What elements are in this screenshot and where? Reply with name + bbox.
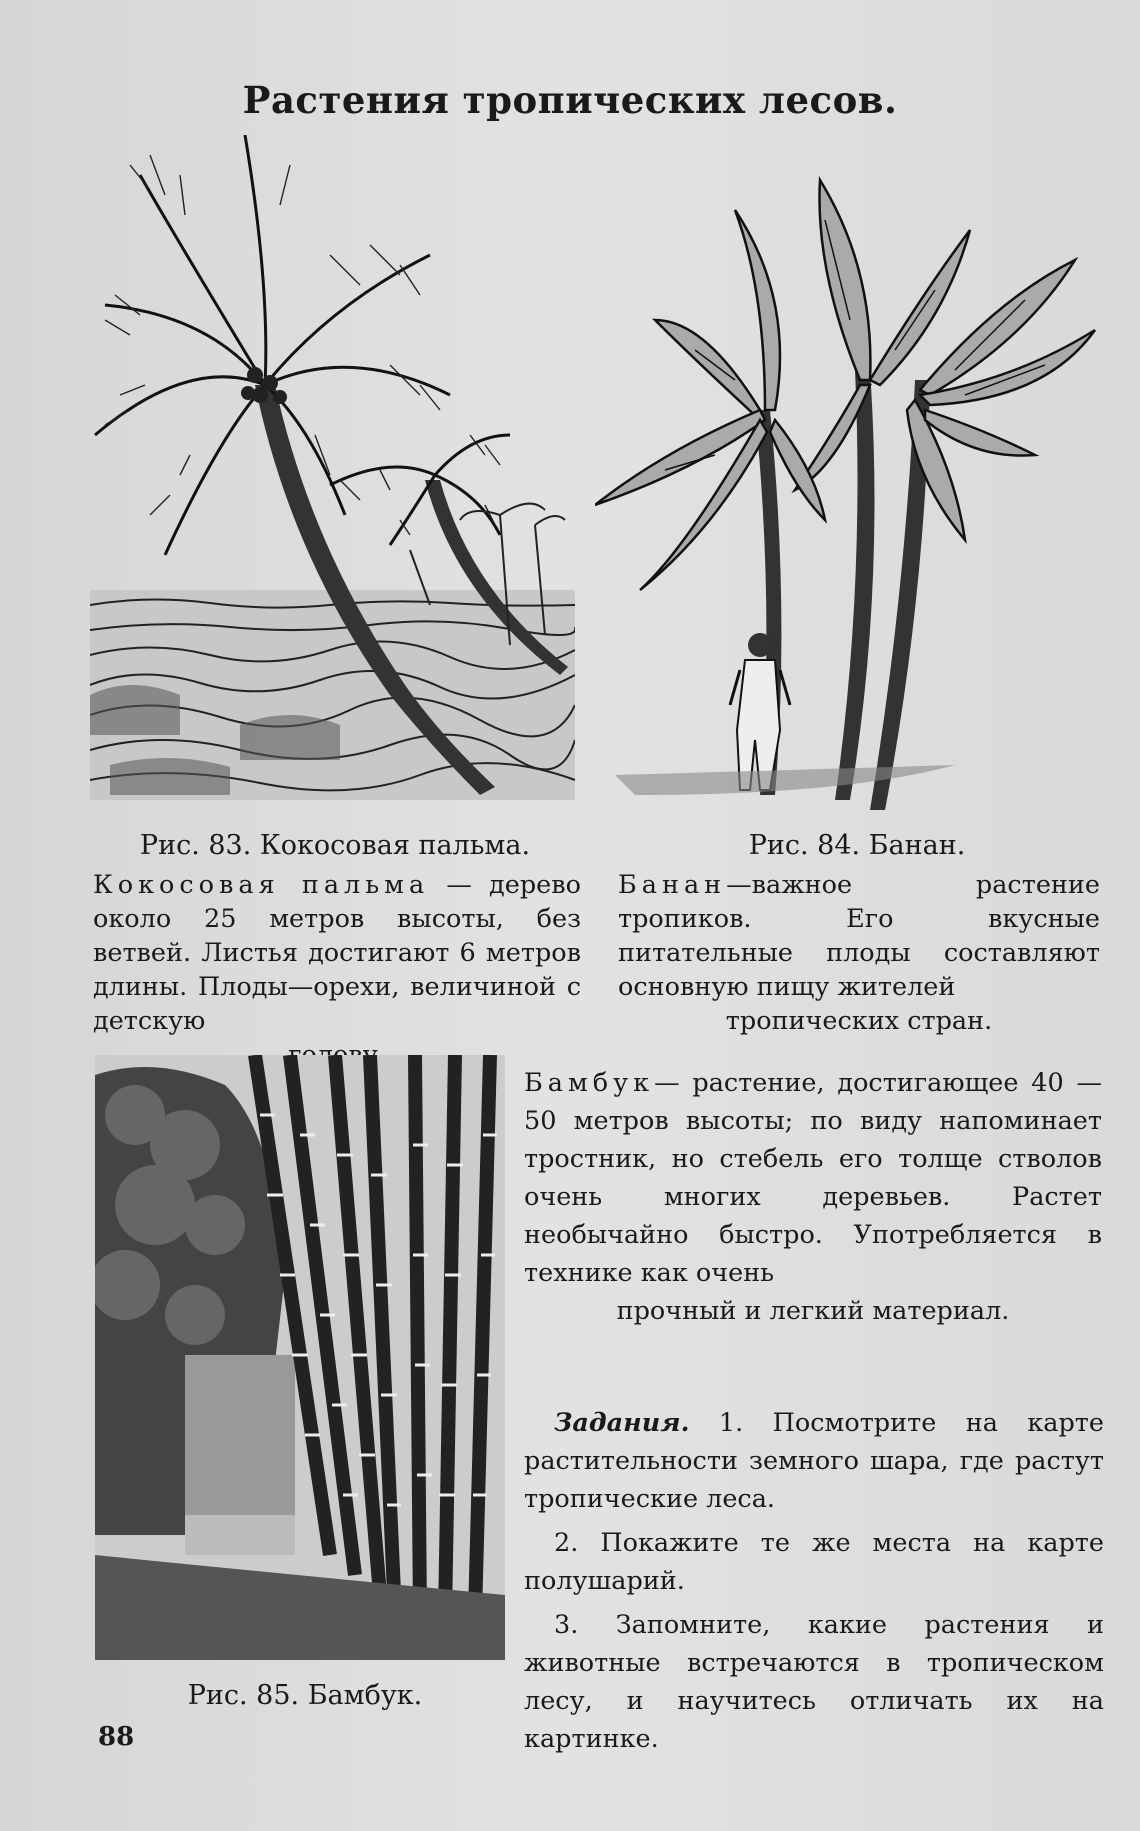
fig83-description	[93, 868, 581, 1072]
bamboo-drawing	[95, 1055, 505, 1660]
coconut-palm-illustration	[90, 135, 575, 800]
task-1-text: 1. Посмотрите на карте растительности земного шара, где растут тропические леса.	[524, 1408, 1104, 1514]
fig83-caption: Рис. 83. Кокосовая пальма.	[139, 830, 531, 861]
task-1	[524, 1404, 1104, 1518]
task-2-text: 2. Покажите те же места на карте полушарий.	[524, 1528, 1104, 1596]
banana-illustration	[595, 170, 1105, 825]
fig85-last-line: прочный и легкий материал.	[616, 1296, 1010, 1326]
coconut-palm-drawing	[90, 135, 575, 800]
tasks-heading: Задания.	[554, 1408, 690, 1438]
fig84-lead-term: Банан	[618, 870, 727, 900]
fig83-body: — дерево около 25 метров высоты, без ветвей. Листья достигают 6 метров длины. Плоды—орехи, величиной с детскую	[93, 870, 581, 1036]
fig84-description	[618, 868, 1100, 1038]
task-3	[524, 1606, 1104, 1758]
task-3-text: 3. Запомните, какие растения и животные встречаются в тропическом лесу, и научитесь отличать их на картинке.	[524, 1610, 1104, 1754]
page-number: 88	[98, 1722, 135, 1752]
fig85-caption: Рис. 85. Бамбук.	[187, 1680, 423, 1711]
page-title: Растения тропических лесов.	[242, 78, 898, 122]
fig84-last-line: тропических стран.	[725, 1006, 993, 1036]
fig83-lead-term: Кокосовая пальма	[93, 870, 430, 900]
fig85-lead-term: Бамбук	[524, 1068, 655, 1098]
task-2	[524, 1524, 1104, 1600]
banana-drawing	[595, 170, 1105, 825]
tasks-section	[524, 1404, 1104, 1764]
fig85-description	[524, 1064, 1102, 1330]
bamboo-illustration	[95, 1055, 505, 1660]
fig84-body: —важное растение тропиков. Его вкусные питательные плоды составляют основную пищу жителей	[618, 870, 1100, 1002]
fig85-body: — растение, достигающее 40 — 50 метров высоты; по виду напоминает тростник, но стебель его толще стволов очень многих деревьев. Растет необычайно быстро. Употребляется в технике как очень	[524, 1068, 1102, 1288]
fig84-caption: Рис. 84. Банан.	[748, 830, 966, 861]
